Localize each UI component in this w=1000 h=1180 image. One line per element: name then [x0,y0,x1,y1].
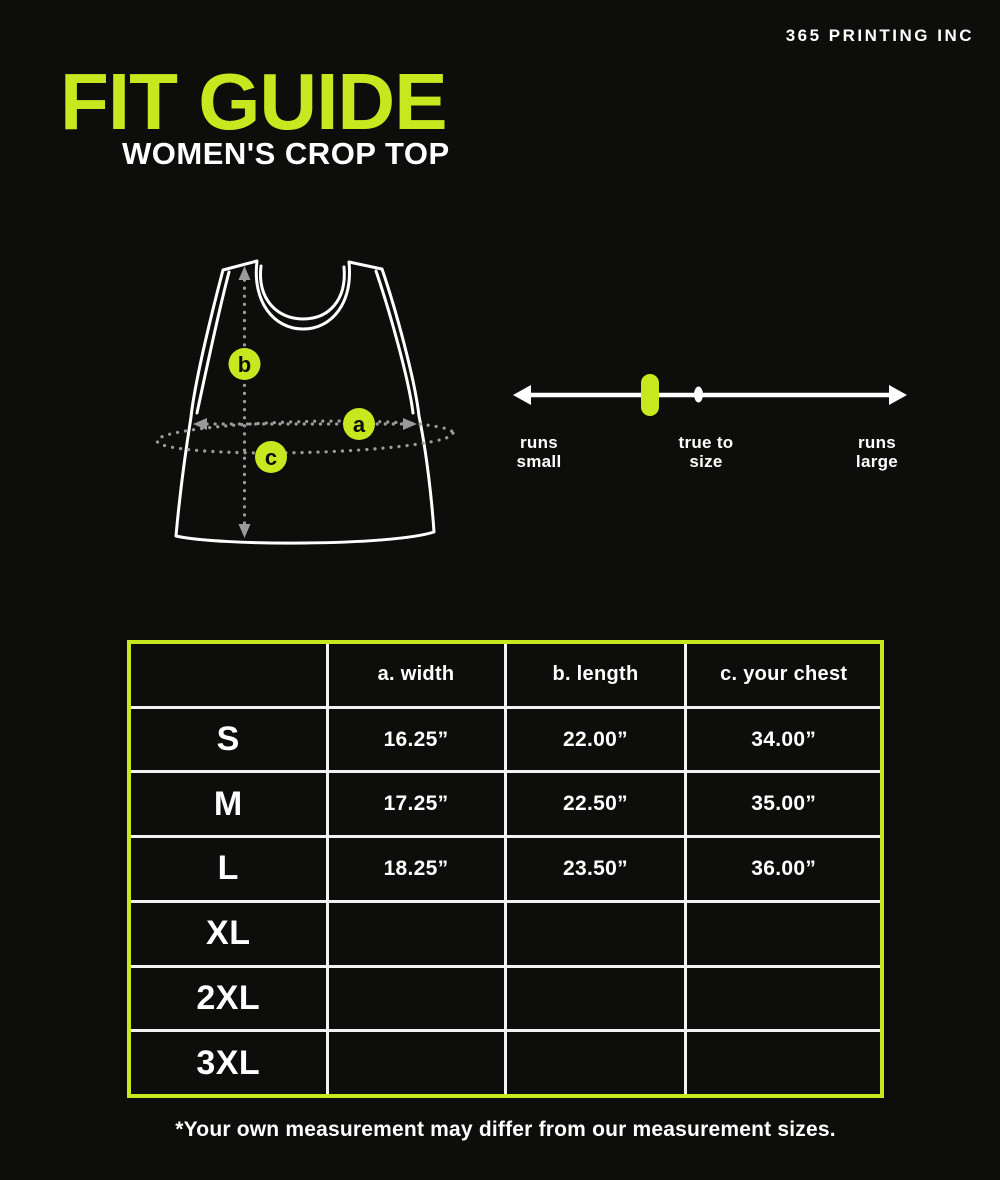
fit-scale-label-true-to-size [636,433,776,471]
fit-scale-label-line: large [855,452,899,471]
scale-arrowhead-left [513,385,531,405]
size-cell-3xl: 3XL [131,1032,326,1094]
scale-marker-handle [641,374,659,416]
table-header-width: a. width [329,644,504,706]
neckband-line [261,266,345,319]
size-cell-2xl: 2XL [131,968,326,1030]
width-cell-l: 18.25” [329,838,504,900]
armhole-line-left [197,272,229,413]
length-cell-m: 22.50” [507,773,685,835]
chest-cell-xl [687,903,880,965]
width-cell-2xl [329,968,504,1030]
length-cell-s: 22.00” [507,709,685,771]
scale-center-dot [694,387,703,403]
chest-cell-m: 35.00” [687,773,880,835]
size-cell-l: L [131,838,326,900]
width-cell-s: 16.25” [329,709,504,771]
armhole-line-right [376,271,413,413]
chest-cell-3xl [687,1032,880,1094]
length-arrow-down [239,524,251,538]
width-cell-m: 17.25” [329,773,504,835]
tank-top-outline [176,261,434,543]
fit-scale-label-line: runs [857,433,897,452]
length-cell-xl [507,903,685,965]
width-cell-3xl [329,1032,504,1094]
marker-c-label: c [264,445,278,470]
garment-diagram [140,240,480,560]
size-cell-m: M [131,773,326,835]
marker-b-label: b [237,352,252,377]
scale-arrowhead-right [889,385,907,405]
table-header-chest: c. your chest [687,644,880,706]
fit-scale-label-runs-large [807,433,947,471]
table-header-size [131,644,326,706]
chest-cell-l: 36.00” [687,838,880,900]
size-cell-s: S [131,709,326,771]
size-cell-xl: XL [131,903,326,965]
length-cell-l: 23.50” [507,838,685,900]
brand-text: 365 PRINTING INC [785,26,974,45]
fit-scale-label-line: runs [519,433,559,452]
width-cell-xl [329,903,504,965]
page-title: FIT GUIDE [60,57,447,146]
length-cell-2xl [507,968,685,1030]
table-header-length: b. length [507,644,685,706]
width-arrow-right [403,418,417,430]
fit-scale-arrow [500,365,920,425]
fit-scale-label-line: size [689,452,723,471]
fit-scale-label-runs-small [469,433,609,471]
fit-scale-label-line: true to [678,433,734,452]
marker-a-label: a [352,412,366,437]
page-subtitle: WOMEN'S CROP TOP [122,136,450,171]
chest-cell-2xl [687,968,880,1030]
fit-scale-label-line: small [516,452,562,471]
chest-cell-s: 34.00” [687,709,880,771]
length-cell-3xl [507,1032,685,1094]
length-arrow-up [239,266,251,280]
footnote: *Your own measurement may differ from our measurement sizes. [175,1118,836,1141]
size-table [127,640,884,1098]
